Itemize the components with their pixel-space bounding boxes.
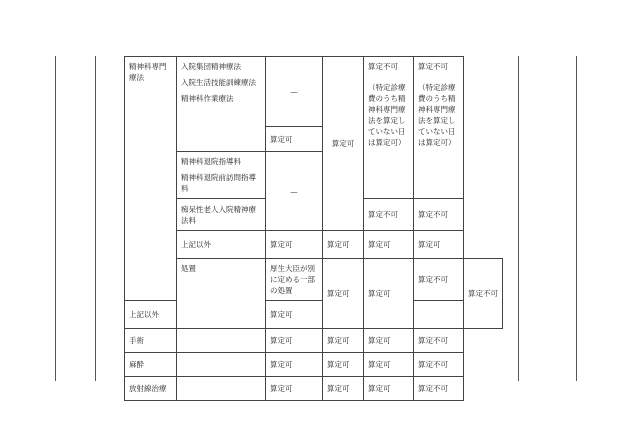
item-dementia-elderly: 痴呆性老人入院精神療法料 [177,199,266,231]
item-discharge-guidance: 精神科退院指導料 [181,157,241,166]
psych-col3-value: 算定可 [266,127,323,152]
psych-col4-value: 算定可 [323,57,364,231]
psych-items-group-b [177,152,266,199]
item-life-skills: 入院生活技能訓練療法 [181,78,256,87]
radiation-c3: 算定可 [266,377,323,401]
radiation-empty [177,377,266,401]
psych-other-c4: 算定可 [323,231,364,259]
surgery-c6: 算定不可 [414,329,464,353]
category-surgery: 手術 [125,329,177,353]
treatment-c5-sub2: 算定可 [266,301,323,329]
treatment-c6: 算定不可 [464,259,503,329]
treatment-sub1: 厚生大臣が別に定める一部の処置 [266,259,323,301]
psych-col6-note-cell [414,57,464,199]
anesthesia-c5: 算定可 [364,353,414,377]
psych-other-c5: 算定可 [364,231,414,259]
psych-col5-bottom: 算定不可 [364,199,414,231]
radiation-c4: 算定可 [323,377,364,401]
treatment-c4: 算定可 [364,259,414,329]
treatment-sub2: 上記以外 [125,301,177,329]
psych-col6-bottom: 算定不可 [414,199,464,231]
anesthesia-c3: 算定可 [266,353,323,377]
item-occupational: 精神科作業療法 [181,94,234,103]
anesthesia-empty [177,353,266,377]
fee-table-wrapper [124,56,503,401]
anesthesia-c4: 算定可 [323,353,364,377]
psych-items-group-a [177,57,266,152]
category-treatment: 処置 [177,259,266,329]
psych-col5-note: （特定診療費のうち精神科専門療法を算定していない日は算定可） [368,83,406,147]
item-group-therapy: 入院集団精神療法 [181,62,241,71]
table-row [125,353,503,377]
surgery-c3: 算定可 [266,329,323,353]
surgery-c5: 算定可 [364,329,414,353]
psych-col5-top: 算定不可 [368,62,398,71]
radiation-c5: 算定可 [364,377,414,401]
page-rule-right-1 [518,56,519,381]
table-row [125,329,503,353]
fee-table [124,56,503,401]
category-psych: 精神科専門療法 [125,57,177,301]
surgery-empty [177,329,266,353]
psych-col6-note: （特定診療費のうち精神科専門療法を算定していない日は算定可） [418,83,456,147]
surgery-c4: 算定可 [323,329,364,353]
category-radiation: 放射線治療 [125,377,177,401]
psych-col3-dash-1: — [266,57,323,127]
item-pre-discharge-visit: 精神科退院前訪問指導料 [181,173,256,193]
psych-col5-note-cell [364,57,414,199]
table-row [125,57,503,127]
psych-col6-top: 算定不可 [418,62,448,71]
psych-col3-dash-2: — [266,152,323,231]
table-row [125,377,503,401]
page-rule-right-2 [576,56,577,381]
page-rule-left-2 [95,56,96,381]
radiation-c6: 算定不可 [414,377,464,401]
anesthesia-c6: 算定不可 [414,353,464,377]
treatment-c5-sub1: 算定不可 [414,259,464,301]
table-row [125,231,503,259]
category-anesthesia: 麻酔 [125,353,177,377]
treatment-c3: 算定可 [323,259,364,329]
table-row [125,259,503,301]
psych-other-label: 上記以外 [177,231,266,259]
psych-other-c3: 算定可 [266,231,323,259]
page-rule-left-1 [55,56,56,381]
psych-other-c6: 算定可 [414,231,464,259]
